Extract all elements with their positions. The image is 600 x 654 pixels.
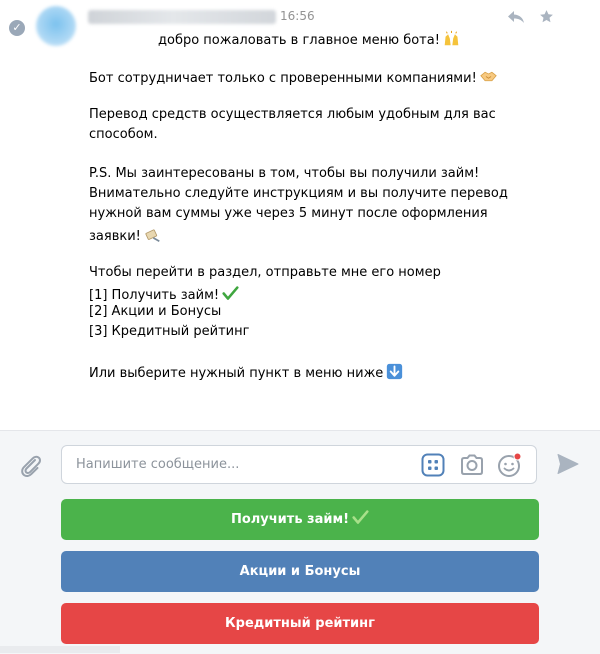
message-time: 16:56 <box>280 9 315 23</box>
message-line: Чтобы перейти в раздел, отправьте мне его номер <box>89 265 441 280</box>
star-icon[interactable] <box>539 9 554 24</box>
horizontal-scrollbar[interactable] <box>0 646 120 653</box>
author-name-redacted[interactable] <box>88 10 276 24</box>
message-line: способом. <box>89 127 158 142</box>
message-line: [3] Кредитный рейтинг <box>89 324 250 339</box>
credit-rating-button[interactable]: Кредитный рейтинг <box>61 603 539 644</box>
writing-hand-emoji-icon <box>144 226 161 243</box>
message-line: нужной вам суммы уже через 5 минут после оформления <box>89 206 488 221</box>
message-line: [2] Акции и Бонусы <box>89 304 222 319</box>
message-line: Или выберите нужный пункт в меню ниже <box>89 363 403 381</box>
check-mark-icon <box>352 509 369 526</box>
message-line: [1] Получить займ! <box>89 285 239 303</box>
check-mark-emoji-icon <box>222 285 239 302</box>
message-line: заявки! <box>89 226 161 244</box>
message-line: P.S. Мы заинтересованы в том, чтобы вы получили займ! <box>89 166 480 181</box>
message-line: Внимательно следуйте инструкциям и вы получите перевод <box>89 186 508 201</box>
keyboard-icon[interactable] <box>421 453 445 477</box>
paperclip-icon[interactable] <box>18 453 44 479</box>
smile-icon[interactable] <box>497 452 523 478</box>
down-arrow-emoji-icon <box>386 363 403 380</box>
promotions-bonuses-button[interactable]: Акции и Бонусы <box>61 551 539 592</box>
camera-icon[interactable] <box>459 453 485 477</box>
send-icon[interactable] <box>556 452 580 476</box>
reply-icon[interactable] <box>507 10 525 24</box>
message-input-placeholder: Напишите сообщение... <box>76 457 240 472</box>
raised-hands-emoji-icon <box>443 30 460 47</box>
check-icon[interactable]: ✓ <box>9 20 25 36</box>
avatar[interactable] <box>36 6 76 46</box>
handshake-emoji-icon <box>480 68 497 85</box>
message-line: добро пожаловать в главное меню бота! <box>158 30 460 48</box>
message-line: Перевод средств осуществляется любым удобным для вас <box>89 107 496 122</box>
message-line: Бот сотрудничает только с проверенными компаниями! <box>89 68 497 86</box>
get-loan-button[interactable]: Получить займ! <box>61 499 539 540</box>
